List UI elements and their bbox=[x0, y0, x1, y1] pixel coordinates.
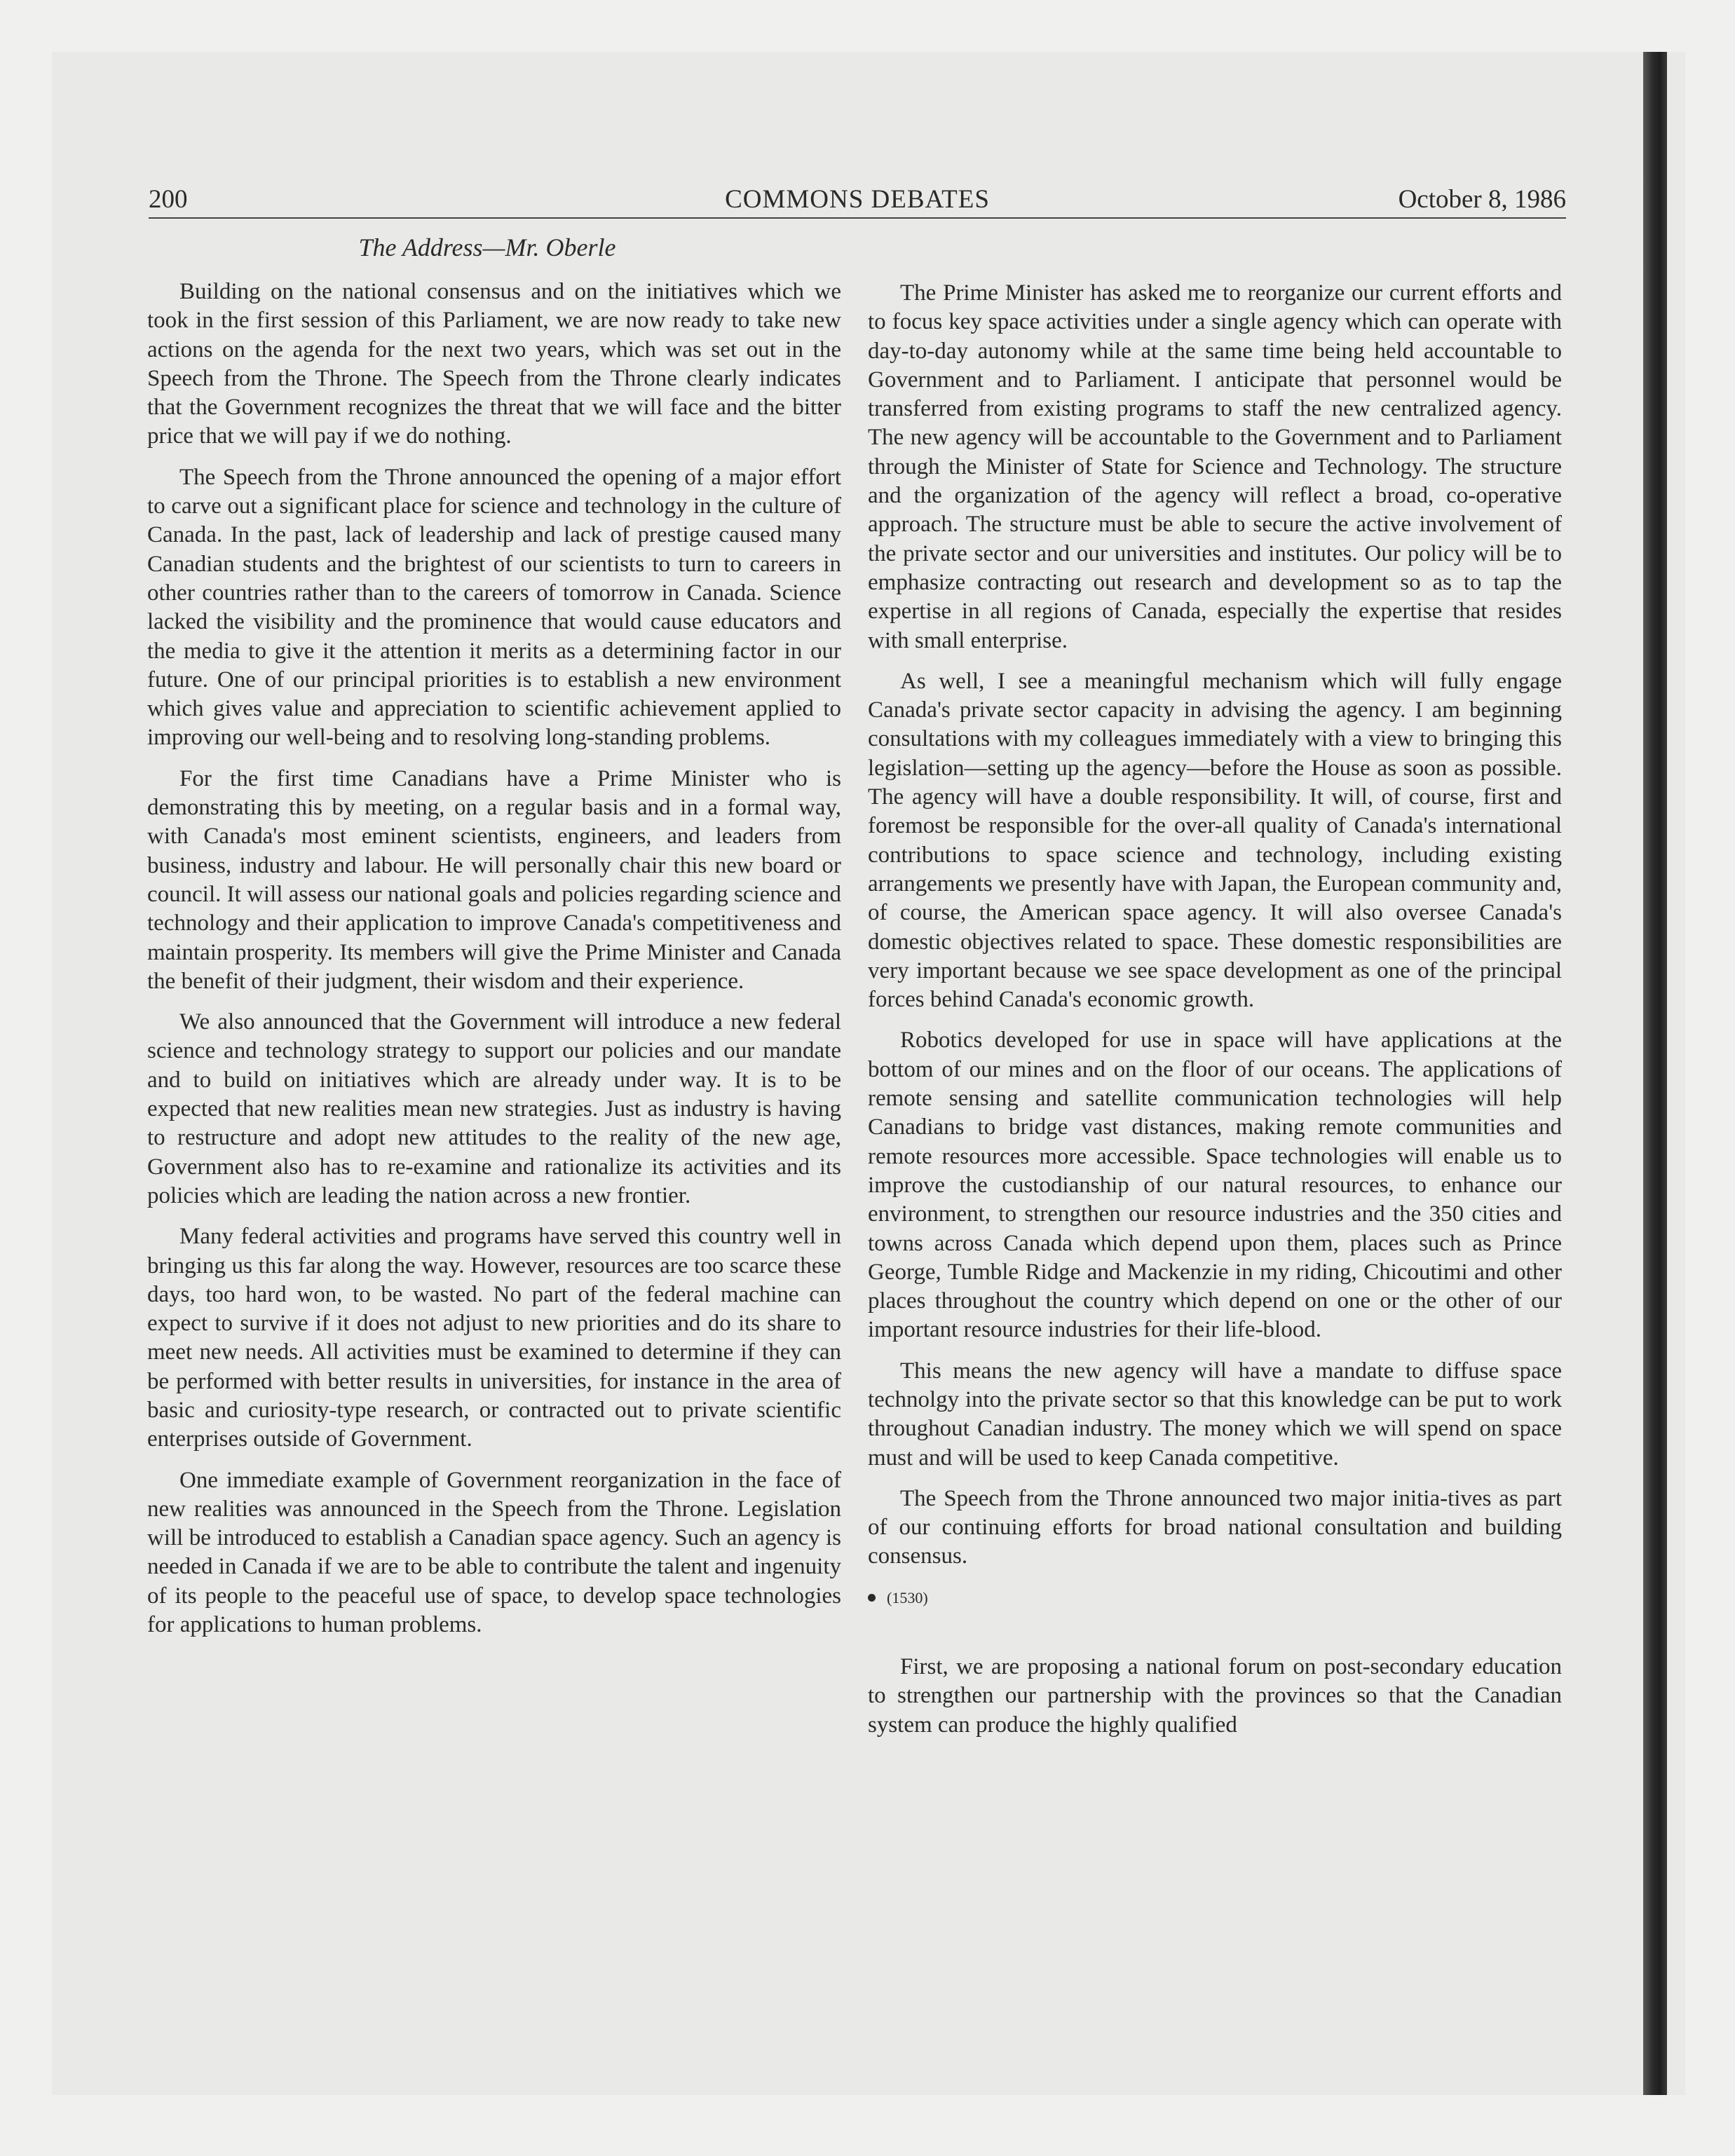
page-number: 200 bbox=[149, 185, 188, 214]
paragraph: The Speech from the Throne announced two major initia-tives as part of our continuing efforts for broad national consultation and building consensus. bbox=[868, 1485, 1562, 1569]
paragraph: One immediate example of Government reorganization in the face of new realities was announced in the Speech from the Throne. Legislation will be introduced to establish a Canadian space agency. Such an agency is needed in Canada if we are to be able to contribute the talent and ingenuity of its people to the peaceful use of space, to develop space technologies for applications to human problems. bbox=[147, 1467, 841, 1638]
paragraph: First, we are proposing a national forum on post-secondary education to strengthen our partnership with the provinces so that the Canadian system can produce the highly qualified bbox=[868, 1654, 1562, 1738]
paragraph: For the first time Canadians have a Prime Minister who is demonstrating this by meeting, on a regular basis and in a formal way, with Canada's most eminent scientists, engineers, and leaders from business, industry and labour. He will personally chair this new board or council. It will assess our national goals and policies regarding science and technology and their application to improve Canada's competitiveness and maintain prosperity. Its members will give the Prime Minister and Canada the benefit of their judgment, their wisdom and their experience. bbox=[147, 765, 841, 994]
paragraph: Robotics developed for use in space will have applications at the bottom of our mines and on the floor of our oceans. The applications of remote sensing and satellite communication technologies will help Canadians to bridge vast distances, making remote communities and remote resources more accessible. Space technologies will enable us to improve the custodianship of our natural resources, to enhance our environment, to strengthen our resource industries and the 350 cities and towns across Canada which depend upon them, places such as Prince George, Tumble Ridge and Mackenzie in my riding, Chicoutimi and other places throughout the country which depend on one or the other of our important resource industries for their life-blood. bbox=[868, 1028, 1562, 1343]
paragraph: We also announced that the Government will introduce a new federal science and technology strategy to support our policies and our mandate and to build on initiatives which are already under way. It is to be expected that new realities mean new strategies. Just as industry is having to restructure and adopt new attitudes to the reality of the new age, Government also has to re-examine and rationalize its activities and its policies which are leading the nation across a new frontier. bbox=[147, 1009, 841, 1208]
paragraph: Many federal activities and programs have served this country well in bringing us this far along the way. However, resources are too scarce these days, too hard won, to be wasted. No part of the federal machine can expect to survive if it does not adjust to new priorities and do its share to meet new needs. All activities must be examined to determine if they can be performed with better results in universities, for instance in the area of basic and curiosity-type research, or contracted out to private scientific enterprises outside of Government. bbox=[147, 1224, 841, 1452]
page-header bbox=[149, 181, 1566, 219]
paragraph: Building on the national consensus and on the initiatives which we took in the first session of this Parliament, we are now ready to take new actions on the agenda for the next two years, which was set out in the Speech from the Throne. The Speech from the Throne clearly indicates that the Government recognizes the threat that we will face and the bitter price that we will pay if we do nothing. bbox=[147, 279, 841, 449]
paragraph: As well, I see a meaningful mechanism which will fully engage Canada's private sector capacity in advising the agency. I am beginning consultations with my colleagues immediately with a view to bringing this legislation—setting up the agency—before the House as soon as possible. The agency will have a double responsibility. It will, of course, first and foremost be responsible for the over-all quality of Canada's international contributions to space science and technology, including existing arrangements we presently have with Japan, the European community and, of course, the American space agency. It will also oversee Canada's domestic objectives related to space. These domestic responsibilities are very important because we see space development as one of the principal forces behind Canada's economic growth. bbox=[868, 668, 1562, 1013]
paragraph: This means the new agency will have a mandate to diffuse space technolgy into the private sector so that this knowledge can be put to work throughout Canadian industry. The money which we will spend on space must and will be used to keep Canada competitive. bbox=[868, 1358, 1562, 1471]
left-column bbox=[147, 278, 841, 1651]
time-marker-label: (1530) bbox=[887, 1588, 928, 1606]
running-head: The Address—Mr. Oberle bbox=[358, 233, 616, 261]
bullet-icon bbox=[868, 1594, 876, 1602]
publication-title: COMMONS DEBATES bbox=[725, 185, 990, 214]
right-column bbox=[868, 279, 1562, 1752]
binding-edge bbox=[1643, 52, 1667, 2095]
paragraph: The Prime Minister has asked me to reorganize our current efforts and to focus key space activities under a single agency which can operate with day-to-day autonomy while at the same time being held accountable to Government and to Parliament. I anticipate that personnel would be transferred from existing programs to staff the new centralized agency. The new agency will be accountable to the Government and to Parliament through the Minister of State for Science and Technology. The structure and the organization of the agency will reflect a broad, co-operative approach. The structure must be able to secure the active involvement of the private sector and our universities and institutes. Our policy will be to emphasize contracting out research and development so as to tap the expertise in all regions of Canada, especially the expertise that resides with small enterprise. bbox=[868, 280, 1562, 653]
paragraph: The Speech from the Throne announced the opening of a major effort to carve out a significant place for science and technology in the culture of Canada. In the past, lack of leadership and lack of prestige caused many Canadian students and the brightest of our scientists to turn to careers in other countries rather than to the careers of tomorrow in Canada. Science lacked the visibility and the prominence that would cause educators and the media to give it the attention it merits as a determining factor in our future. One of our principal priorities is to establish a new environment which gives value and appreciation to scientific achievement applied to improving our well-being and to resolving long-standing problems. bbox=[147, 464, 841, 751]
issue-date: October 8, 1986 bbox=[1398, 185, 1566, 214]
time-marker bbox=[868, 1583, 1562, 1612]
